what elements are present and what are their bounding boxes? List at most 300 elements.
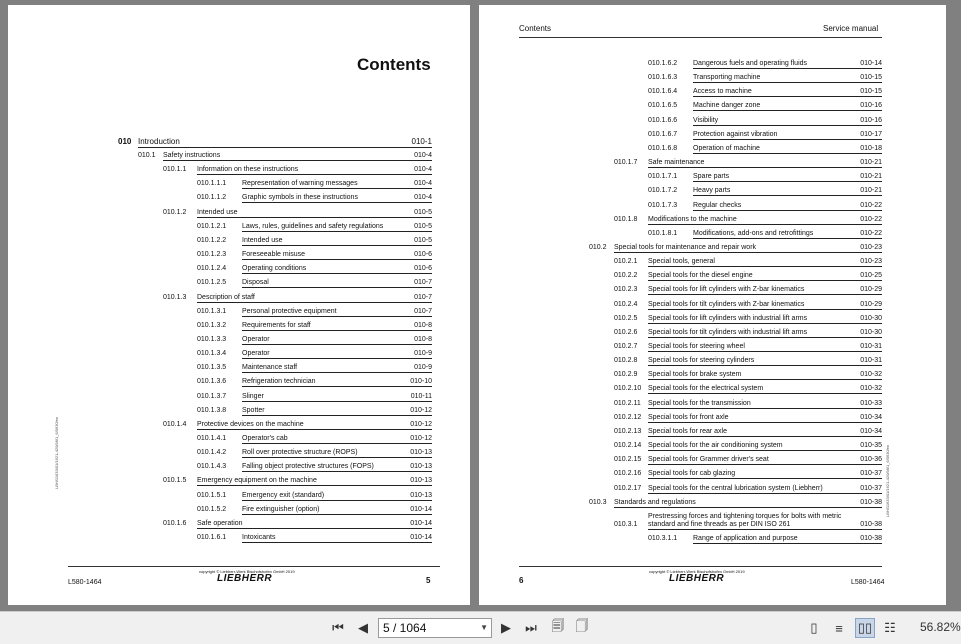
toc-title: Disposal [242, 279, 269, 287]
toc-rule [242, 372, 432, 373]
toc-title: Emergency equipment on the machine [197, 477, 317, 485]
toc-rule [648, 478, 882, 479]
toc-rule [242, 231, 432, 232]
toc-number: 010.1.3.7 [197, 392, 227, 400]
toc-entry[interactable] [197, 277, 432, 288]
toc-number: 010.2.12 [614, 413, 642, 421]
toc-rule [693, 68, 882, 69]
toc-title: Description of staff [197, 293, 255, 301]
toc-page: 010-22 [860, 229, 882, 237]
toc-number: 010.1.3.4 [197, 350, 227, 358]
toc-entry[interactable] [197, 376, 432, 387]
toc-rule [648, 167, 882, 168]
previous-view-icon[interactable]: 🗐 [551, 618, 565, 633]
toc-page: 010-38 [860, 534, 882, 542]
toc-page: 010-6 [414, 265, 432, 273]
toc-title: Special tools for tilt cylinders with industrial lift arms [648, 328, 808, 336]
toc-title: Spare parts [693, 173, 730, 181]
toc-page: 010-4 [414, 194, 432, 202]
toc-page: 010-18 [860, 144, 882, 152]
toc-number: 010.1.6.4 [648, 88, 678, 96]
toc-title: Dangerous fuels and operating fluids [693, 60, 808, 67]
toc-title: Foreseeable misuse [242, 251, 306, 259]
previous-page-icon[interactable]: ◀ [358, 620, 368, 635]
toc-entry[interactable] [648, 86, 882, 97]
toc-entry[interactable] [614, 157, 882, 168]
toc-title: Intended use [242, 236, 283, 244]
toc-entry[interactable] [197, 490, 432, 501]
toc-title: Special tools for the air conditioning system [648, 442, 783, 450]
toc-title: Intoxicants [242, 534, 276, 542]
toc-entry[interactable] [648, 533, 882, 544]
toc-entry[interactable] [648, 72, 882, 83]
toc-page: 010-25 [860, 272, 882, 280]
liebherr-logo: LIEBHERR [669, 573, 725, 584]
toc-entry[interactable] [614, 270, 882, 281]
toc-number: 010.1.2.5 [197, 279, 227, 287]
toc-number: 010.1.8.1 [648, 229, 678, 237]
toc-rule [693, 82, 882, 83]
toc-number: 010.1.6.5 [648, 102, 678, 110]
toc-title: Special tools for the transmission [648, 399, 751, 407]
toc-rule [693, 210, 882, 211]
toc-entry[interactable] [648, 100, 882, 111]
page-number-field[interactable] [378, 618, 492, 638]
footer-rule [68, 566, 440, 567]
toc-title: Special tools for lift cylinders with industrial lift arms [648, 314, 808, 322]
running-header-left: Contents [519, 24, 552, 33]
toc-title: Protection against vibration [693, 130, 778, 138]
toc-page: 010-36 [860, 456, 882, 464]
toc-entry[interactable] [614, 483, 882, 494]
last-page-icon[interactable]: ⏭ [525, 620, 537, 635]
toc-number: 010.1.3.5 [197, 364, 227, 372]
toc-title: Special tools for Grammer driver's seat [648, 456, 769, 464]
toc-rule [197, 429, 432, 430]
toc-rule [138, 147, 432, 148]
toc-page: 010-7 [414, 293, 432, 301]
toc-entry[interactable] [614, 341, 882, 352]
toc-entry[interactable] [163, 207, 432, 218]
toc-number: 010.1.5 [163, 477, 187, 485]
toc-number: 010.1.5.1 [197, 491, 227, 499]
contents-title: Contents [357, 55, 431, 74]
toc-entry[interactable] [614, 327, 882, 338]
toc-number: 010.1.3 [163, 293, 187, 301]
toc-rule [614, 507, 882, 508]
toc-number: 010.1.4.2 [197, 449, 227, 457]
doc-code: L580-1464 [851, 579, 885, 586]
toc-page: 010-34 [860, 427, 882, 435]
toc-page: 010-17 [860, 130, 882, 138]
toc-entry[interactable] [648, 129, 882, 140]
toc-entry[interactable] [197, 461, 432, 472]
toc-entry[interactable] [197, 532, 432, 543]
toc-entry[interactable] [197, 235, 432, 246]
next-page-icon[interactable]: ▶ [501, 620, 511, 635]
toc-entry[interactable] [614, 284, 882, 295]
side-document-code: LBH/11633/01/1621-420/98/1_6/0630/en [885, 444, 890, 517]
toc-rule [693, 139, 882, 140]
toc-entry[interactable] [614, 355, 882, 366]
toc-number: 010.1.3.8 [197, 406, 227, 414]
toc-entry[interactable] [197, 348, 432, 359]
toc-chapter[interactable] [118, 136, 432, 148]
toc-title: Roll over protective structure (ROPS) [242, 449, 358, 457]
toc-entry[interactable] [648, 200, 882, 211]
toc-title: Access to machine [693, 88, 752, 96]
continuous-page-icon[interactable]: ≡ [835, 620, 843, 636]
toc-page: 010-4 [414, 180, 432, 188]
toc-page: 010-12 [410, 406, 432, 414]
toc-entry[interactable] [197, 405, 432, 416]
toc-number: 010.1.5.2 [197, 505, 227, 513]
toc-title: Heavy parts [693, 187, 731, 195]
zoom-level[interactable]: 56.82% [920, 620, 961, 634]
toc-page: 010-5 [414, 236, 432, 244]
toc-entry[interactable] [648, 115, 882, 126]
toc-page: 010-35 [860, 442, 882, 450]
toc-number: 010.2.6 [614, 328, 638, 336]
toc-page: 010-37 [860, 470, 882, 478]
toc-entry[interactable] [163, 292, 432, 303]
toc-rule [242, 471, 432, 472]
toc-title: Spotter [242, 406, 265, 414]
toc-rule [693, 96, 882, 97]
toc-entry[interactable] [614, 454, 882, 465]
two-page-icon[interactable]: ▯▯ [855, 618, 875, 638]
toc-rule [242, 457, 432, 458]
toc-rule [242, 330, 432, 331]
toc-title: Special tools for rear axle [648, 427, 727, 435]
toc-page: 010-34 [860, 413, 882, 421]
toc-number: 010.2.4 [614, 300, 638, 308]
toc-entry[interactable] [197, 249, 432, 260]
toc-page: 010-14 [410, 505, 432, 513]
two-page-continuous-icon[interactable]: ☷ [884, 620, 896, 635]
toc-rule [197, 528, 432, 529]
toc-page: 010-8 [414, 335, 432, 343]
toc-number: 010.2.5 [614, 314, 638, 322]
toc-rule [242, 188, 432, 189]
toc-number: 010.2.3 [614, 286, 638, 294]
toc-page: 010-22 [860, 215, 882, 223]
toc-page: 010-23 [860, 258, 882, 266]
toc-rule [242, 259, 432, 260]
toc-rule [693, 110, 882, 111]
toc-entry[interactable] [614, 313, 882, 324]
toc-number: 010.2.15 [614, 456, 642, 464]
toc-number: 010.2.7 [614, 343, 638, 350]
toc-entry[interactable] [197, 306, 432, 317]
toc-page: 010-13 [410, 463, 432, 471]
toc-page: 010-14 [860, 60, 882, 67]
toc-rule [648, 464, 882, 465]
toc-page: 010-14 [410, 519, 432, 527]
toc-rule [648, 393, 882, 394]
toc-entry[interactable] [589, 497, 882, 508]
toc-entry[interactable] [197, 447, 432, 458]
toc-rule [242, 287, 432, 288]
toc-page: 010-9 [414, 350, 432, 358]
toc-title: Visibility [693, 116, 719, 124]
toc-entry[interactable] [648, 58, 882, 69]
toc-page: 010-38 [860, 498, 882, 506]
toc-number: 010.1.6 [163, 519, 187, 527]
toc-entry[interactable] [138, 150, 432, 161]
toc-number: 010.2 [589, 243, 607, 251]
toc-number: 010.1.8 [614, 215, 638, 223]
toc-number: 010.3 [589, 498, 607, 506]
toc-number: 010.3.1.1 [648, 534, 678, 542]
toc-page: 010-13 [410, 491, 432, 499]
toc-entry[interactable] [614, 426, 882, 437]
toc-rule [648, 323, 882, 324]
toc-title: Slinger [242, 392, 264, 400]
toc-rule [197, 302, 432, 303]
toc-page: 010-21 [860, 173, 882, 181]
toc-number: 010.1.3.1 [197, 307, 227, 315]
toc-number: 010.2.17 [614, 484, 642, 492]
running-header-right: Service manual [823, 24, 879, 33]
toc-rule [648, 408, 882, 409]
toc-entry[interactable] [163, 419, 432, 430]
toc-rule [242, 500, 432, 501]
toc-rule [242, 386, 432, 387]
toc-entry[interactable] [648, 185, 882, 196]
toc-page: 010-8 [414, 321, 432, 329]
toc-title: Special tools for front axle [648, 413, 729, 421]
toc-entry[interactable] [614, 412, 882, 423]
toc-number: 010.1.2.4 [197, 265, 227, 273]
toc-title: Falling object protective structures (FOPS) [242, 463, 374, 471]
toc-rule [242, 202, 432, 203]
toc-rule [242, 401, 432, 402]
toc-page: 010-21 [860, 187, 882, 195]
toc-entry[interactable] [614, 369, 882, 380]
toc-page: 010-1 [411, 137, 432, 146]
toc-title: Machine danger zone [693, 102, 761, 110]
toc-rule [648, 309, 882, 310]
toc-number: 010.1.2.3 [197, 251, 227, 259]
toc-rule [242, 316, 432, 317]
toc-title: Special tools for cab glazing [648, 470, 736, 478]
toc-rule [648, 337, 882, 338]
toc-entry[interactable] [614, 398, 882, 409]
toc-title: Safe maintenance [648, 159, 705, 167]
toc-page: 010-29 [860, 286, 882, 294]
toc-number: 010.1.7.3 [648, 201, 678, 209]
toc-rule [242, 542, 432, 543]
toc-title: Information on these instructions [197, 166, 299, 174]
toc-page: 010-31 [860, 343, 882, 350]
toc-rule [242, 514, 432, 515]
toc-title: Range of application and purpose [693, 534, 798, 542]
toc-page: 010-16 [860, 102, 882, 110]
toc-number: 010.1.4 [163, 420, 187, 428]
toc-entry[interactable] [197, 433, 432, 444]
toc-title: Special tools for brake system [648, 371, 742, 379]
toc-number: 010.2.11 [614, 399, 641, 407]
toc-page: 010-13 [410, 477, 432, 485]
toc-title: Special tools for lift cylinders with Z-bar kinematics [648, 286, 805, 294]
toc-entry[interactable] [614, 214, 882, 225]
toc-page: 010-6 [414, 251, 432, 259]
toc-title: Graphic symbols in these instructions [242, 194, 358, 202]
toc-rule [197, 174, 432, 175]
toc-title: Operation of machine [693, 144, 760, 152]
toc-title-line2: standard and fine threads as per DIN ISO 261 [648, 520, 791, 528]
header-rule [519, 37, 882, 38]
toc-entry[interactable] [614, 440, 882, 451]
toc-rule [197, 485, 432, 486]
toc-entry[interactable] [197, 320, 432, 331]
toc-number: 010.2.9 [614, 371, 638, 379]
toc-entry[interactable] [197, 178, 432, 189]
right-page [479, 5, 946, 605]
toc-page: 010-4 [414, 166, 432, 174]
toc-number: 010.3.1 [614, 520, 638, 528]
toc-page: 010-7 [414, 279, 432, 287]
page-number: 6 [519, 576, 524, 585]
toc-page: 010-22 [860, 201, 882, 209]
toc-title: Special tools for the electrical system [648, 385, 764, 393]
toc-number: 010.1 [138, 152, 156, 159]
toc-page: 010-12 [410, 420, 432, 428]
toc-number: 010 [118, 137, 132, 146]
toc-title: Standards and regulations [614, 498, 696, 506]
toc-entry[interactable] [648, 143, 882, 154]
left-page [8, 5, 470, 605]
toc-number: 010.1.3.6 [197, 378, 227, 386]
toc-entry[interactable] [197, 362, 432, 373]
toc-rule [648, 436, 882, 437]
toc-rule [648, 422, 882, 423]
toc-page: 010-21 [860, 159, 882, 167]
toc-entry[interactable] [197, 263, 432, 274]
toc-rule [693, 153, 882, 154]
toc-rule [648, 493, 882, 494]
toc-title: Introduction [138, 137, 180, 146]
toc-number: 010.1.1.2 [197, 194, 227, 202]
toc-rule [693, 195, 882, 196]
toc-rule [242, 245, 432, 246]
toc-page: 010-9 [414, 364, 432, 372]
toc-title: Safety instructions [163, 152, 221, 159]
toc-number: 010.1.2.1 [197, 222, 227, 230]
toc-title: Modifications to the machine [648, 215, 737, 223]
toc-title: Special tools for steering wheel [648, 343, 745, 350]
toc-title: Representation of warning messages [242, 180, 358, 188]
toc-title: Special tools for steering cylinders [648, 357, 755, 365]
toc-rule [648, 450, 882, 451]
toc-title: Safe operation [197, 519, 243, 527]
toc-title: Personal protective equipment [242, 307, 337, 315]
toc-number: 010.1.4.3 [197, 463, 227, 471]
toc-title: Protective devices on the machine [197, 420, 304, 428]
copyright: copyright © Liebherr-Werk Bischofshofen GmbH 2019 [649, 569, 745, 574]
toc-page: 010-11 [410, 392, 432, 400]
toc-title: Laws, rules, guidelines and safety regulations [242, 222, 384, 230]
toc-rule [242, 344, 432, 345]
toc-title: Operator [242, 335, 270, 343]
toc-title: Emergency exit (standard) [242, 491, 325, 499]
toc-title: Special tools for maintenance and repair work [614, 243, 757, 251]
toc-title: Special tools, general [648, 258, 715, 266]
toc-number: 010.1.1 [163, 166, 187, 174]
toc-page: 010-5 [414, 208, 432, 216]
toc-rule [693, 238, 882, 239]
toc-rule [242, 273, 432, 274]
toc-entry[interactable] [614, 512, 882, 530]
toc-entry[interactable] [163, 475, 432, 486]
toc-number: 010.1.6.3 [648, 74, 678, 82]
toc-title: Transporting machine [693, 74, 761, 82]
toc-number: 010.1.1.1 [197, 180, 227, 188]
toc-title: Modifications, add-ons and retrofittings [693, 229, 814, 237]
toc-rule [242, 443, 432, 444]
toc-title: Intended use [197, 208, 238, 216]
toc-entry[interactable] [163, 518, 432, 529]
toc-entry[interactable] [163, 164, 432, 175]
toc-page: 010-16 [860, 116, 882, 124]
toc-entry[interactable] [648, 171, 882, 182]
toc-page: 010-30 [860, 314, 882, 322]
toc-title: Special tools for tilt cylinders with Z-bar kinematics [648, 300, 805, 308]
toc-title: Special tools for the central lubrication system (Liebherr) [648, 484, 823, 492]
copyright: copyright © Liebherr-Werk Bischofshofen GmbH 2019 [199, 569, 295, 574]
toc-page: 010-5 [414, 222, 432, 230]
toc-entry[interactable] [197, 391, 432, 402]
toc-rule [648, 365, 882, 366]
toc-entry[interactable] [197, 334, 432, 345]
toc-entry[interactable] [197, 192, 432, 203]
toc-rule [693, 181, 882, 182]
single-page-icon[interactable]: ▯ [810, 620, 818, 635]
chevron-down-icon[interactable]: ▼ [480, 623, 488, 632]
toc-title: Requirements for staff [242, 321, 311, 329]
toc-page: 010-38 [860, 520, 882, 528]
toc-rule [163, 160, 432, 161]
toc-number: 010.2.10 [614, 385, 642, 393]
toc-page: 010-37 [860, 484, 882, 492]
toc-page: 010-23 [860, 243, 882, 251]
toc-entry[interactable] [197, 504, 432, 515]
first-page-icon[interactable]: ⏮ [332, 620, 344, 635]
toc-entry[interactable] [614, 299, 882, 310]
doc-code: L580-1464 [68, 579, 102, 586]
toc-rule [693, 125, 882, 126]
toc-rule [614, 252, 882, 253]
next-view-icon[interactable]: 🗍 [575, 618, 589, 633]
toc-title: Maintenance staff [242, 364, 298, 372]
page-number-value: 5 / 1064 [383, 621, 427, 635]
viewer-toolbar [0, 611, 961, 644]
toc-page: 010-31 [860, 357, 882, 365]
toc-title: Refrigeration technician [242, 378, 316, 386]
toc-entry[interactable] [197, 221, 432, 232]
toc-page: 010-30 [860, 328, 882, 336]
toc-entry[interactable] [614, 383, 882, 394]
toc-title: Operator's cab [242, 435, 288, 442]
toc-entry[interactable] [648, 228, 882, 239]
toc-page: 010-29 [860, 300, 882, 308]
toc-entry[interactable] [614, 256, 882, 267]
toc-entry[interactable] [614, 468, 882, 479]
toc-title: Operator [242, 350, 270, 358]
toc-rule [648, 280, 882, 281]
toc-entry[interactable] [589, 242, 882, 253]
